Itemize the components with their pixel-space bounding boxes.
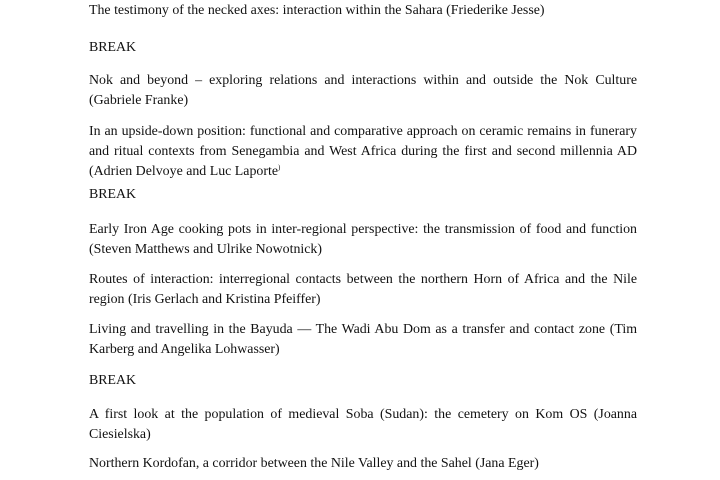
programme-entry-upside-down-position [89,122,637,182]
entry-text: The testimony of the necked axes: interaction within the Sahara (Friederike Jesse) [89,3,545,18]
entry-text: BREAK [89,373,137,388]
entry-text: In an upside-down position: functional and comparative approach on ceramic remains in funerary and ritual contexts from Senegambia and West Africa during the first and second millennia AD (Adrien Delvoye and Luc Laporte [89,124,637,179]
entry-text: Living and travelling in the Bayuda — The Wadi Abu Dom as a transfer and contact zone (Tim Karberg and Angelika Lohwasser) [89,322,637,357]
entry-text: BREAK [89,187,137,202]
programme-entry-cooking-pots [89,220,637,260]
entry-text: Northern Kordofan, a corridor between the Nile Valley and the Sahel (Jana Eger) [89,456,539,471]
entry-text: Early Iron Age cooking pots in inter-regional perspective: the transmission of food and function (Steven Matthews and Ulrike Nowotnick) [89,222,637,257]
programme-entry-necked-axes [89,1,637,21]
break-label [89,371,637,391]
programme-entry-northern-kordofan [89,454,637,474]
entry-text: BREAK [89,40,137,55]
entry-text: A first look at the population of medieval Soba (Sudan): the cemetery on Kom OS (Joanna Ciesielska) [89,407,637,442]
break-label [89,185,637,205]
programme-entry-bayuda [89,320,637,360]
entry-text: Nok and beyond – exploring relations and interactions within and outside the Nok Culture (Gabriele Franke) [89,73,637,108]
programme-entry-nok-culture [89,71,637,111]
entry-superscript: ) [278,163,281,172]
break-label [89,38,637,58]
programme-entry-medieval-soba [89,405,637,445]
entry-text: Routes of interaction: interregional contacts between the northern Horn of Africa and the Nile region (Iris Gerlach and Kristina Pfeiffer) [89,272,637,307]
programme-entry-routes-of-interaction [89,270,637,310]
